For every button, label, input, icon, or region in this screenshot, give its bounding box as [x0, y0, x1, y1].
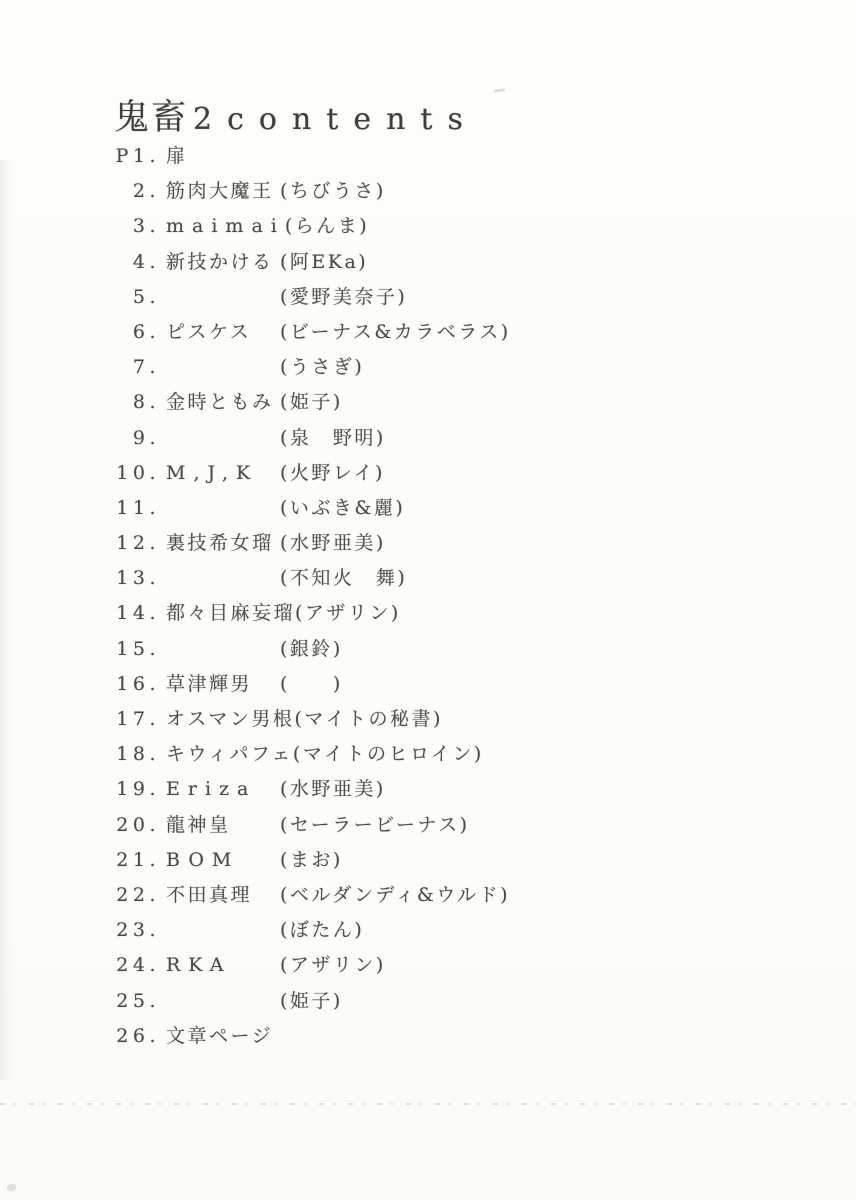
toc-page-number: 2.	[132, 180, 160, 203]
toc-page-number: 8.	[132, 391, 160, 414]
toc-character-name: (マイトのヒロイン)	[292, 743, 484, 766]
toc-page-number: 19.	[116, 778, 160, 801]
page-title	[114, 90, 478, 140]
toc-title: 金時ともみ	[166, 391, 274, 414]
toc-row	[0, 285, 856, 323]
page-title-latin: 2contents	[193, 102, 478, 137]
toc-page-number: 9.	[132, 426, 160, 449]
toc-page-number: 12.	[116, 532, 160, 555]
toc-page-number: 20.	[116, 813, 160, 836]
toc-character-name: (銀鈴)	[280, 637, 343, 660]
toc-character-name: (ベルダンディ&ウルド)	[280, 883, 511, 906]
toc-title: Eriza	[166, 778, 257, 801]
toc-page-number: 5.	[132, 285, 160, 308]
toc-character-name: (セーラービーナス)	[280, 813, 470, 836]
toc-title: ピスケス	[166, 320, 252, 343]
toc-title: 裏技希女瑠	[166, 532, 274, 555]
toc-page-number: 25.	[116, 989, 160, 1012]
toc-page-number: P1.	[115, 145, 160, 167]
toc-character-name: (火野レイ)	[280, 461, 385, 484]
toc-title: 新技かける	[166, 250, 274, 273]
toc-title: M,J,K	[166, 461, 259, 484]
toc-page-number: 13.	[116, 567, 160, 590]
toc-row	[0, 182, 856, 217]
toc-character-name: (らんま)	[284, 215, 370, 238]
scan-speck	[494, 88, 505, 93]
toc-page-number: 16.	[116, 672, 160, 695]
toc-row	[0, 883, 856, 921]
toc-character-name: (水野亜美)	[280, 532, 386, 555]
toc-title: RKA	[166, 954, 232, 977]
toc-page-number: 11.	[116, 496, 160, 519]
toc-character-name: (アザリン)	[280, 954, 386, 977]
toc-character-name: (ビーナス&カラベラス)	[280, 320, 511, 343]
toc-title: maimai	[166, 215, 285, 238]
toc-character-name: (阿EKa)	[280, 250, 369, 273]
toc-row	[0, 780, 856, 815]
toc-character-name: ( )	[280, 672, 343, 695]
toc-character-name: (アザリン)	[295, 602, 401, 625]
toc-title: キウィパフェ	[166, 743, 293, 766]
scan-mark	[7, 1184, 16, 1191]
toc-row	[0, 461, 856, 499]
toc-row	[0, 534, 856, 569]
toc-row	[0, 672, 856, 710]
toc-character-name: (ぼたん)	[280, 919, 365, 942]
toc-character-name: (愛野美奈子)	[280, 285, 408, 308]
toc-page-number: 23.	[116, 919, 160, 942]
toc-page-number: 14.	[116, 602, 160, 625]
toc-title: 龍神皇	[166, 813, 231, 836]
toc-page-number: 6.	[132, 320, 160, 343]
toc-row	[0, 848, 856, 886]
toc-title: オスマン男根	[166, 708, 295, 730]
toc-character-name: (姫子)	[280, 391, 343, 414]
toc-page-number: 17.	[116, 708, 160, 730]
contents-list	[0, 147, 856, 1062]
toc-page-number: 24.	[116, 954, 160, 977]
toc-row	[0, 637, 856, 675]
toc-row	[0, 496, 856, 534]
toc-row	[0, 250, 856, 288]
toc-row	[0, 956, 856, 991]
toc-character-name: (不知火 舞)	[280, 567, 408, 590]
toc-row	[0, 921, 856, 956]
toc-row	[0, 358, 856, 393]
toc-title: 文章ページ	[166, 1024, 274, 1047]
toc-title: 都々目麻妄瑠	[166, 602, 296, 625]
toc-row	[0, 393, 856, 428]
toc-character-name: (泉 野明)	[280, 426, 386, 449]
toc-row	[0, 147, 856, 182]
toc-page-number: 4.	[132, 250, 160, 273]
toc-row	[0, 813, 856, 851]
toc-row	[0, 710, 856, 745]
toc-character-name: (水野亜美)	[280, 778, 386, 801]
toc-row	[0, 426, 856, 464]
toc-character-name: (ちびうさ)	[280, 180, 386, 203]
toc-row	[0, 604, 856, 639]
scan-artifact-line	[0, 1103, 856, 1105]
toc-page-number: 15.	[116, 637, 160, 660]
toc-character-name: (うさぎ)	[280, 356, 365, 379]
toc-row	[0, 320, 856, 358]
toc-page-number: 22.	[116, 883, 160, 906]
toc-row	[0, 745, 856, 780]
toc-title: 草津輝男	[166, 672, 253, 695]
page-title-kanji: 鬼畜	[114, 98, 189, 138]
toc-character-name: (まお)	[280, 848, 343, 871]
toc-row	[0, 217, 856, 252]
toc-row	[0, 569, 856, 604]
toc-page-number: 7.	[132, 356, 160, 379]
toc-title: BOM	[166, 848, 240, 871]
toc-row	[0, 1024, 856, 1062]
toc-page-number: 18.	[116, 743, 160, 766]
toc-title: 不田真理	[166, 883, 253, 906]
toc-page-number: 3.	[132, 215, 160, 238]
toc-page-number: 26.	[116, 1024, 160, 1047]
toc-row	[0, 989, 856, 1027]
toc-character-name: (姫子)	[280, 989, 343, 1012]
toc-page-number: 10.	[116, 461, 160, 484]
toc-character-name: (マイトの秘書)	[294, 708, 443, 730]
toc-title: 筋肉大魔王	[166, 180, 274, 203]
toc-character-name: (いぶき&麗)	[280, 496, 406, 519]
toc-title: 扉	[166, 145, 188, 167]
toc-page-number: 21.	[116, 848, 160, 871]
